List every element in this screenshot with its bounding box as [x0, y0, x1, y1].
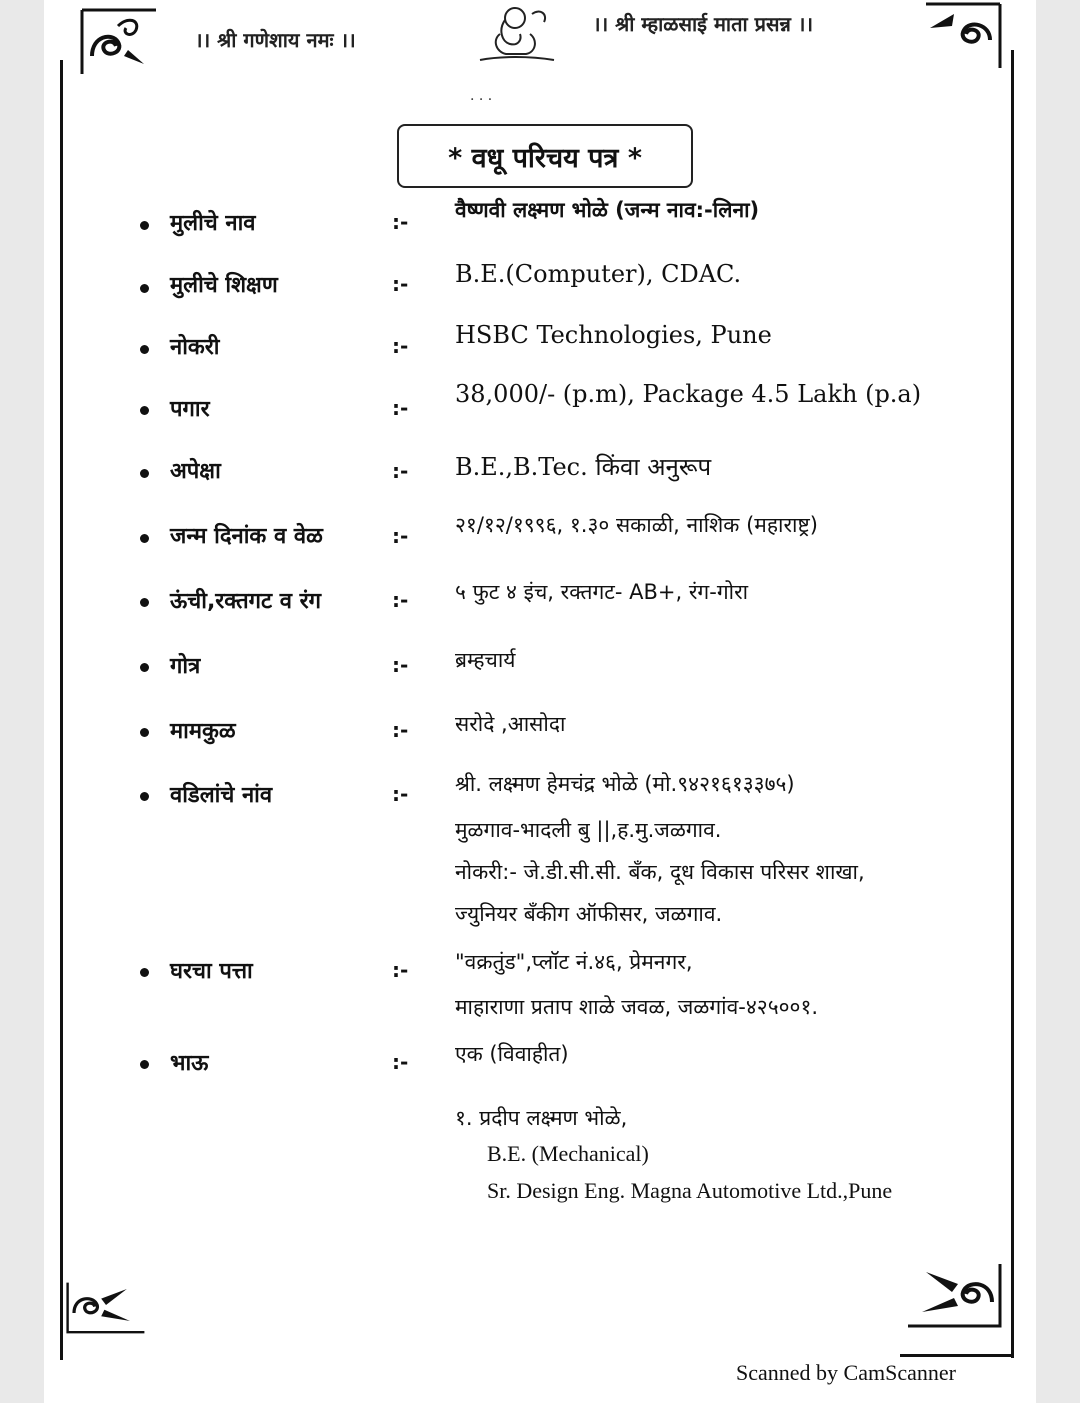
- field-separator: :-: [392, 653, 409, 677]
- field-label: घरचा पत्ता: [170, 959, 253, 984]
- field-label: गोत्र: [170, 654, 201, 679]
- page-border-bottom: [900, 1354, 1014, 1357]
- field-separator: :-: [392, 782, 409, 806]
- brother-education: B.E. (Mechanical): [487, 1141, 649, 1166]
- field-label: मामकुळ: [170, 719, 236, 744]
- field-label: भाऊ: [170, 1051, 209, 1076]
- field-label: नोकरी: [170, 335, 220, 360]
- scanner-watermark: Scanned by CamScanner: [736, 1360, 956, 1385]
- field-separator: :-: [392, 1050, 409, 1074]
- field-separator: :-: [392, 334, 409, 358]
- field-value: वैष्णवी लक्ष्मण भोळे (जन्म नाव:-लिना): [455, 198, 760, 222]
- field-value: HSBC Technologies, Pune: [455, 321, 772, 349]
- brother-job: Sr. Design Eng. Magna Automotive Ltd.,Pune: [487, 1178, 893, 1203]
- field-label: जन्म दिनांक व वेळ: [170, 524, 323, 549]
- field-label: अपेक्षा: [170, 459, 221, 484]
- brother-name: १. प्रदीप लक्ष्मण भोळे,: [455, 1106, 628, 1130]
- bullet-icon: [140, 534, 149, 543]
- bullet-icon: [140, 469, 149, 478]
- corner-ornament-top-left: [78, 6, 158, 76]
- corner-ornament-bottom-right: [906, 1262, 1002, 1332]
- header-invocation-left: ।। श्री गणेशाय नमः ।।: [195, 28, 356, 52]
- page-border-right: [1011, 50, 1014, 1358]
- field-value: एक (विवाहीत): [455, 1042, 569, 1066]
- field-value: ब्रम्हचार्य: [455, 648, 516, 672]
- document-title: * वधू परिचय पत्र *: [397, 124, 693, 188]
- field-separator: :-: [392, 718, 409, 742]
- field-label: वडिलांचे नांव: [170, 783, 273, 808]
- field-separator: :-: [392, 958, 409, 982]
- bullet-icon: [140, 598, 149, 607]
- field-separator: :-: [392, 272, 409, 296]
- bullet-icon: [140, 728, 149, 737]
- corner-ornament-top-right: [924, 0, 1004, 70]
- bullet-icon: [140, 345, 149, 354]
- field-value: 38,000/- (p.m), Package 4.5 Lakh (p.a): [455, 380, 922, 408]
- page-border-left: [60, 60, 63, 1360]
- corner-ornament-bottom-left: [66, 1274, 146, 1344]
- father-native-place: मुळगाव-भादली बु ||,ह.मु.जळगाव.: [455, 818, 722, 842]
- decorative-dots: · · ·: [470, 92, 493, 108]
- address-line-2: माहाराणा प्रताप शाळे जवळ, जळगांव-४२५००१.: [455, 995, 819, 1019]
- field-separator: :-: [392, 459, 409, 483]
- father-designation: ज्युनियर बँकीग ऑफीसर, जळगाव.: [455, 902, 723, 926]
- bullet-icon: [140, 968, 149, 977]
- field-label: मुलीचे शिक्षण: [170, 273, 278, 298]
- bullet-icon: [140, 284, 149, 293]
- field-separator: :-: [392, 524, 409, 548]
- field-value: श्री. लक्ष्मण हेमचंद्र भोळे (मो.९४२१६१३३७५): [455, 772, 795, 796]
- field-value: B.E.,B.Tec. किंवा अनुरूप: [455, 453, 712, 481]
- bullet-icon: [140, 792, 149, 801]
- field-value: B.E.(Computer), CDAC.: [455, 260, 742, 288]
- field-value: २१/१२/१९९६, १.३० सकाळी, नाशिक (महाराष्ट्र): [455, 513, 818, 537]
- bullet-icon: [140, 663, 149, 672]
- field-label: ऊंची,रक्तगट व रंग: [170, 589, 322, 614]
- field-value: ५ फुट ४ इंच, रक्तगट- AB+, रंग-गोरा: [455, 580, 749, 604]
- field-separator: :-: [392, 588, 409, 612]
- field-label: पगार: [170, 397, 210, 422]
- field-label: मुलीचे नाव: [170, 211, 256, 236]
- header-invocation-right: ।। श्री म्हाळसाई माता प्रसन्न ।।: [593, 12, 814, 36]
- field-separator: :-: [392, 396, 409, 420]
- bullet-icon: [140, 1060, 149, 1069]
- field-value: "वक्रतुंड",प्लॉट नं.४६, प्रेमनगर,: [455, 950, 693, 974]
- field-separator: :-: [392, 210, 409, 234]
- field-value: सरोदे ,आसोदा: [455, 712, 566, 736]
- bullet-icon: [140, 221, 149, 230]
- bullet-icon: [140, 406, 149, 415]
- ganesh-icon: [470, 0, 560, 70]
- father-job: नोकरी:- जे.डी.सी.सी. बँक, दूध विकास परिसर शाखा,: [455, 860, 865, 884]
